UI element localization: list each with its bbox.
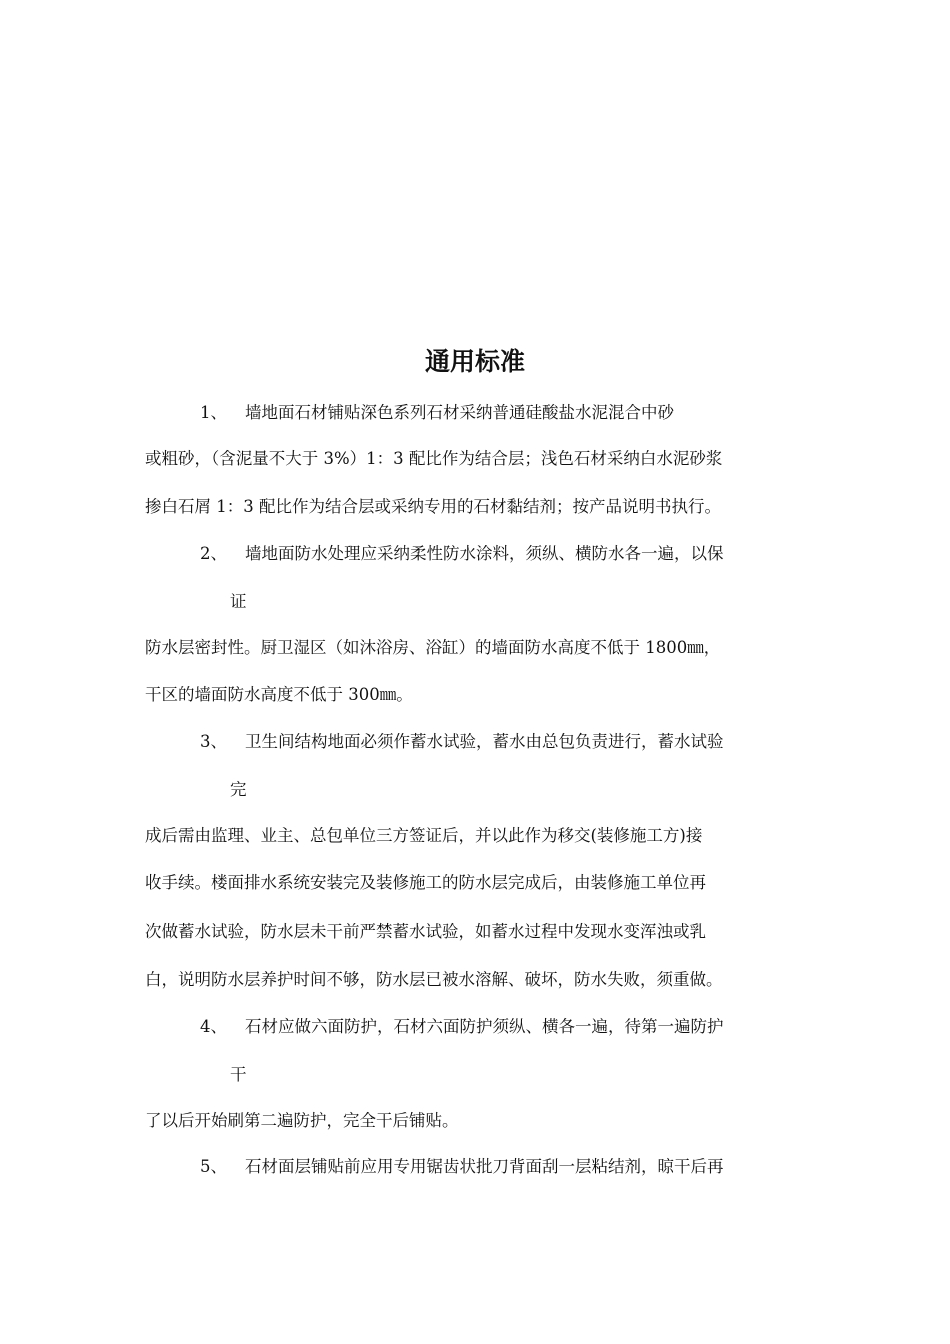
item-number: 2、 <box>200 544 227 563</box>
item-text-line: 墙地面石材铺贴深色系列石材采纳普通硅酸盐水泥混合中砂 <box>245 403 674 422</box>
page-title: 通用标准 <box>424 347 525 376</box>
item-number: 5、 <box>200 1157 227 1176</box>
item-text-line: 掺白石屑 1：3 配比作为结合层或采纳专用的石材黏结剂；按产品说明书执行。 <box>145 497 721 516</box>
item-text-line: 次做蓄水试验，防水层未干前严禁蓄水试验，如蓄水过程中发现水变浑浊或乳 <box>145 922 706 941</box>
item-text-line: 卫生间结构地面必须作蓄水试验，蓄水由总包负责进行，蓄水试验 <box>245 732 724 751</box>
item-text-line: 证 <box>230 592 247 611</box>
item-text-line: 成后需由监理、业主、总包单位三方签证后，并以此作为移交(装修施工方)接 <box>145 826 703 845</box>
item-number: 3、 <box>200 732 227 751</box>
item-text-line: 或粗砂，（含泥量不大于 3%）1：3 配比作为结合层；浅色石材采纳白水泥砂浆 <box>145 449 723 468</box>
item-text-line: 白，说明防水层养护时间不够，防水层已被水溶解、破坏，防水失败，须重做。 <box>145 970 723 989</box>
item-number: 4、 <box>200 1017 227 1036</box>
item-text-line: 了以后开始刷第二遍防护，完全干后铺贴。 <box>145 1111 459 1130</box>
item-text-line: 收手续。楼面排水系统安装完及装修施工的防水层完成后，由装修施工单位再 <box>145 873 706 892</box>
item-text-line: 干 <box>230 1065 247 1084</box>
item-text-line: 石材面层铺贴前应用专用锯齿状批刀背面刮一层粘结剂，晾干后再 <box>245 1157 724 1176</box>
item-number: 1、 <box>200 403 227 422</box>
item-text-line: 墙地面防水处理应采纳柔性防水涂料，须纵、横防水各一遍，以保 <box>245 544 724 563</box>
item-text-line: 完 <box>230 780 247 799</box>
item-text-line: 石材应做六面防护，石材六面防护须纵、横各一遍，待第一遍防护 <box>245 1017 724 1036</box>
item-text-line: 防水层密封性。厨卫湿区（如沐浴房、浴缸）的墙面防水高度不低于 1800㎜， <box>145 638 721 657</box>
item-text-line: 干区的墙面防水高度不低于 300㎜。 <box>145 685 413 704</box>
